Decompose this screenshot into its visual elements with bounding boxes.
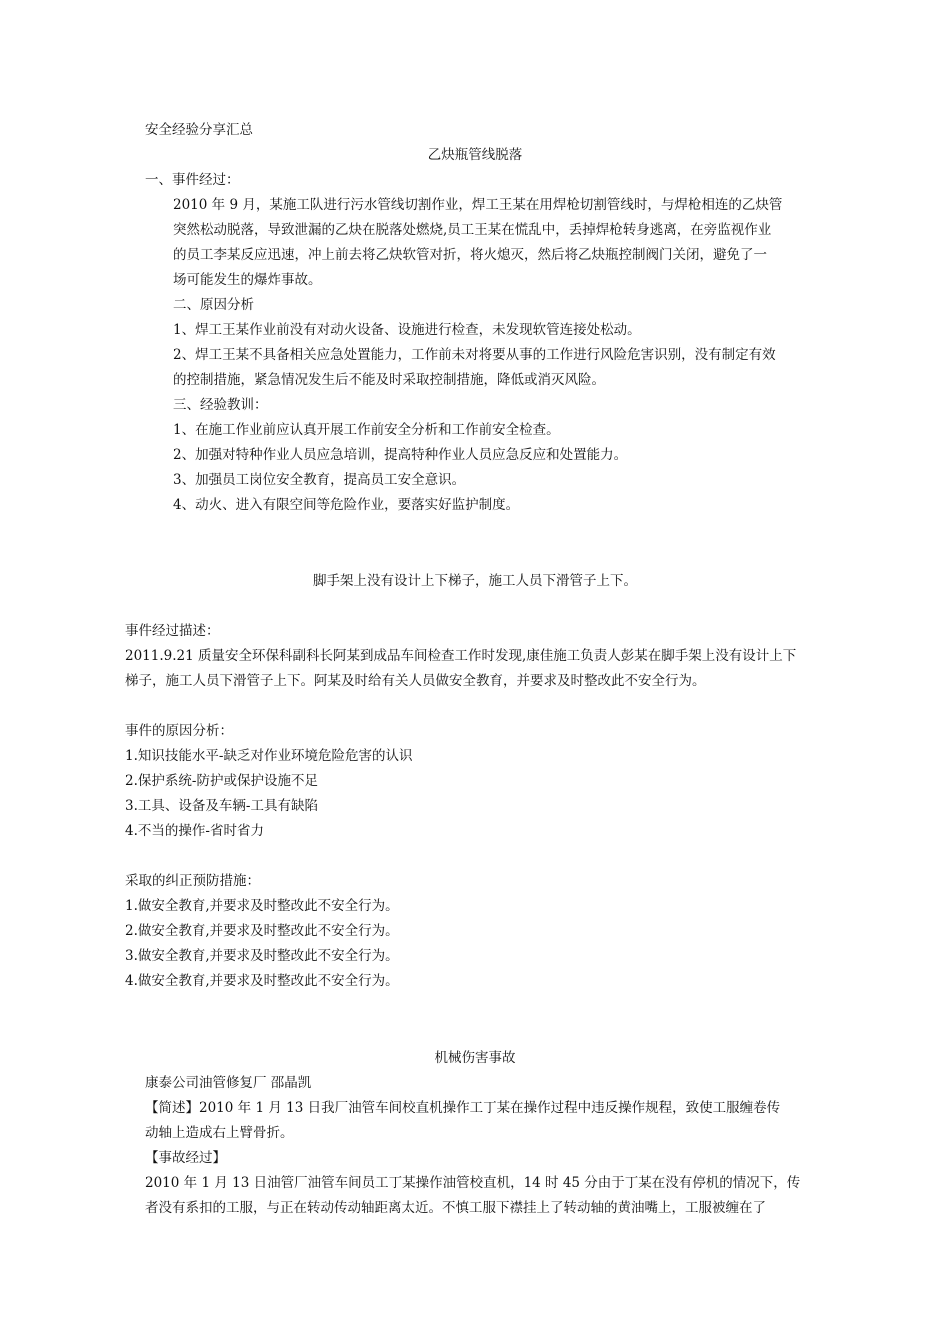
section1-paragraph-line: 2010 年 9 月，某施工队进行污水管线切割作业，焊工王某在用焊枪切割管线时，与焊枪相连的乙炔管 [173, 197, 783, 213]
section1-lesson-label: 三、经验教训： [173, 397, 268, 413]
section1-lesson-item: 4、动火、进入有限空间等危险作业，要落实好监护制度。 [173, 497, 520, 513]
section2-cause-item: 1.知识技能水平-缺乏对作业环境危险危害的认识 [125, 748, 413, 764]
section3-process-label: 【事故经过】 [145, 1150, 226, 1166]
section1-lesson-item: 1、在施工作业前应认真开展工作前安全分析和工作前安全检查。 [173, 422, 560, 438]
section3-process-line: 2010 年 1 月 13 日油管厂油管车间员工丁某操作油管校直机，14 时 45 分由于丁某在没有停机的情况下，传 [145, 1175, 801, 1191]
section1-lesson-item: 3、加强员工岗位安全教育，提高员工安全意识。 [173, 472, 466, 488]
section2-cause-item: 2.保护系统-防护或保护设施不足 [125, 773, 318, 789]
section1-event-label: 一、事件经过： [145, 172, 240, 188]
section2-description-line: 梯子，施工人员下滑管子上下。阿某及时给有关人员做安全教育，并要求及时整改此不安全行为。 [125, 673, 706, 689]
section3-summary-line: 【简述】2010 年 1 月 13 日我厂油管车间校直机操作工丁某在操作过程中违反操作规程，致使工服缠卷传 [145, 1100, 781, 1116]
section2-description-label: 事件经过描述： [125, 623, 220, 639]
section2-cause-label: 事件的原因分析： [125, 723, 233, 739]
section2-measure-item: 1.做安全教育,并要求及时整改此不安全行为。 [125, 898, 399, 914]
section1-cause-item: 的控制措施，紧急情况发生后不能及时采取控制措施，降低或消灭风险。 [173, 372, 605, 388]
section2-measure-item: 3.做安全教育,并要求及时整改此不安全行为。 [125, 948, 399, 964]
section2-heading: 脚手架上没有设计上下梯子，施工人员下滑管子上下。 [313, 573, 637, 589]
section2-measure-item: 4.做安全教育,并要求及时整改此不安全行为。 [125, 973, 399, 989]
section2-cause-item: 4.不当的操作-省时省力 [125, 823, 264, 839]
section1-paragraph-line: 场可能发生的爆炸事故。 [173, 272, 322, 288]
section2-measure-item: 2.做安全教育,并要求及时整改此不安全行为。 [125, 923, 399, 939]
section3-heading: 机械伤害事故 [434, 1050, 516, 1066]
section2-description-line: 2011.9.21 质量安全环保科副科长阿某到成品车间检查工作时发现,康佳施工负责人彭某在脚手架上没有设计上下 [125, 648, 797, 664]
section3-author: 康泰公司油管修复厂 邵晶凯 [145, 1075, 312, 1091]
document-title: 安全经验分享汇总 [145, 122, 253, 138]
section1-cause-item: 1、焊工王某作业前没有对动火设备、设施进行检查，未发现软管连接处松动。 [173, 322, 641, 338]
section3-summary-line: 动轴上造成右上臂骨折。 [145, 1125, 294, 1141]
section1-heading: 乙炔瓶管线脱落 [427, 147, 523, 163]
section3-process-line: 者没有系扣的工服，与正在转动传动轴距离太近。不慎工服下襟挂上了转动轴的黄油嘴上，工服被缠在了 [145, 1200, 766, 1216]
section1-cause-item: 2、焊工王某不具备相关应急处置能力，工作前未对将要从事的工作进行风险危害识别，没有制定有效 [173, 347, 776, 363]
section1-paragraph-line: 突然松动脱落，导致泄漏的乙炔在脱落处燃烧,员工王某在慌乱中，丢掉焊枪转身逃离，在旁监视作业 [173, 222, 772, 238]
section1-lesson-item: 2、加强对特种作业人员应急培训，提高特种作业人员应急反应和处置能力。 [173, 447, 628, 463]
section2-cause-item: 3.工具、设备及车辆-工具有缺陷 [125, 798, 318, 814]
section1-cause-label: 二、原因分析 [173, 297, 254, 313]
section2-measure-label: 采取的纠正预防措施： [125, 873, 260, 889]
section1-paragraph-line: 的员工李某反应迅速，冲上前去将乙炔软管对折，将火熄灭，然后将乙炔瓶控制阀门关闭，避免了一 [173, 247, 767, 263]
